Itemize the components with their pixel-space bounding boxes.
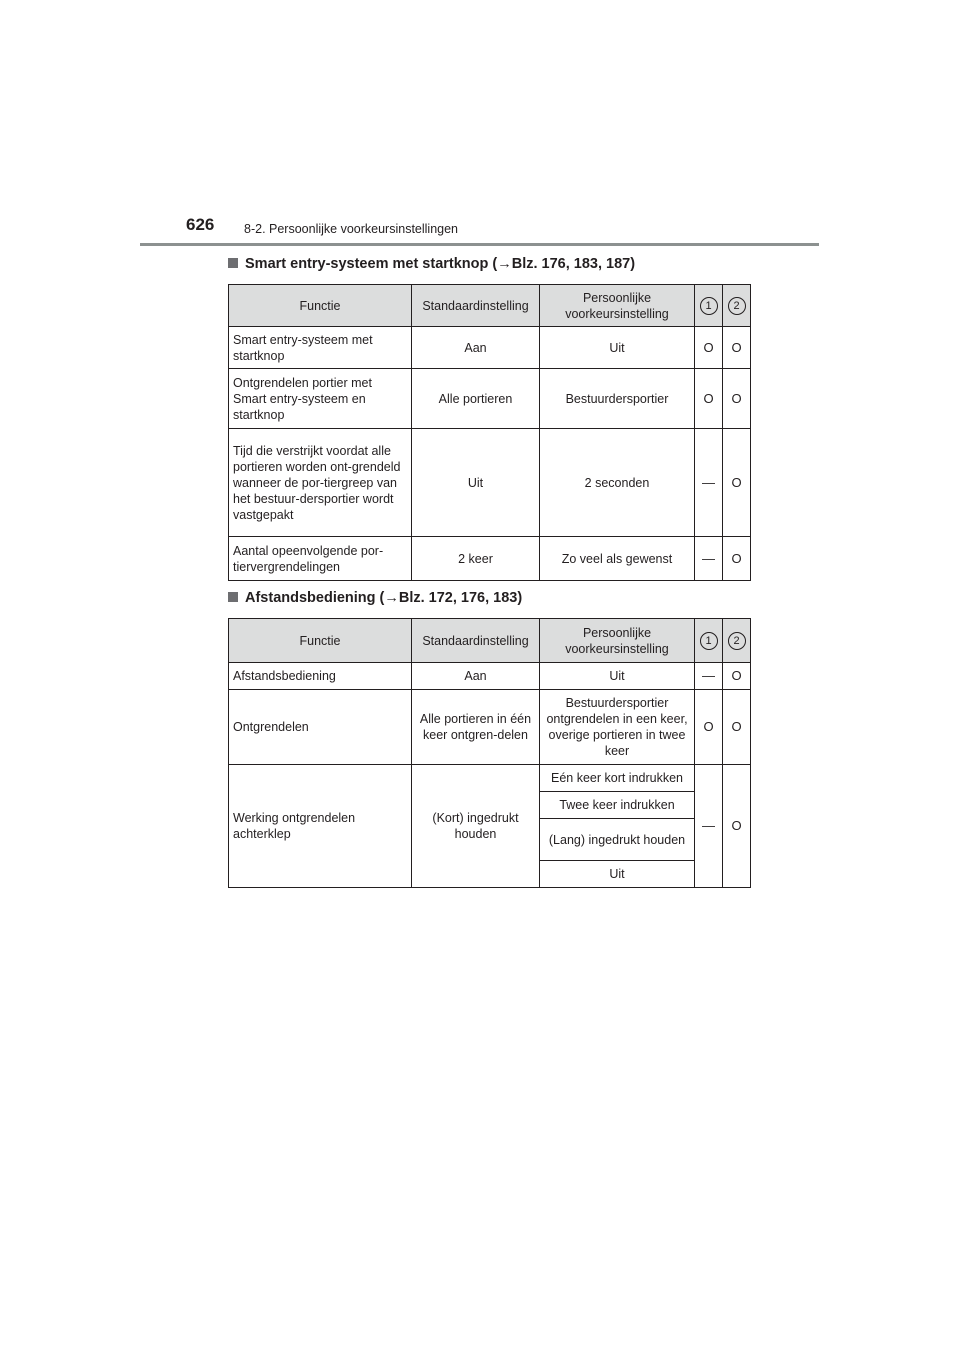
cell-col-1: O [695,690,723,765]
cell-option: Uit [540,861,695,888]
circled-one-icon: 1 [700,297,718,315]
table-header-row [229,619,751,663]
header-col-1 [695,619,723,663]
section-heading-afstandsbediening [228,590,522,606]
smart-entry-table [228,284,751,581]
circled-one-icon: 1 [700,632,718,650]
header-functie: Functie [229,619,412,663]
cell-persoonlijk: 2 seconden [540,429,695,537]
circled-two-icon: 2 [728,297,746,315]
table-row [229,537,751,581]
table-row [229,663,751,690]
header-persoonlijke-voorkeursinstelling: Persoonlijke voorkeursinstelling [540,285,695,327]
chapter-title: 8-2. Persoonlijke voorkeursinstellingen [244,222,459,236]
cell-col-2: O [723,765,751,888]
cell-functie: Tijd die verstrijkt voordat alle portieren worden ont-grendeld wanneer de por-tiergreep van het bestuur-dersportier wordt vastgepakt [229,429,412,537]
cell-option: Twee keer indrukken [540,792,695,819]
cell-functie: Smart entry-systeem met startknop [229,327,412,369]
section-heading-smart-entry [228,256,635,272]
header-persoonlijke-voorkeursinstelling: Persoonlijke voorkeursinstelling [540,619,695,663]
cell-persoonlijk: Uit [540,327,695,369]
header-functie: Functie [229,285,412,327]
header-col-2 [723,285,751,327]
section-heading-text: Smart entry-systeem met startknop (→Blz. 176, 183, 187) [245,256,636,272]
cell-standaard: (Kort) ingedrukt houden [412,765,540,888]
table-row [229,327,751,369]
cell-col-2: O [723,369,751,429]
cell-standaard: Alle portieren in één keer ontgren-delen [412,690,540,765]
table-row [229,765,751,792]
table-header-row [229,285,751,327]
square-bullet-icon [228,258,238,268]
page-number: 626 [186,215,215,234]
header-col-1 [695,285,723,327]
cell-persoonlijk: Uit [540,663,695,690]
table-row [229,690,751,765]
cell-col-1: — [695,765,723,888]
cell-persoonlijk: Bestuurdersportier [540,369,695,429]
cell-standaard: Aan [412,327,540,369]
cell-functie: Ontgrendelen [229,690,412,765]
cell-standaard: 2 keer [412,537,540,581]
cell-standaard: Alle portieren [412,369,540,429]
cell-functie: Aantal opeenvolgende por-tiervergrendelingen [229,537,412,581]
cell-col-1: — [695,663,723,690]
cell-persoonlijk: Zo veel als gewenst [540,537,695,581]
cell-functie: Werking ontgrendelen achterklep [229,765,412,888]
header-rule [140,243,819,246]
cell-standaard: Aan [412,663,540,690]
cell-col-1: O [695,327,723,369]
cell-col-2: O [723,537,751,581]
cell-col-1: — [695,537,723,581]
header-col-2 [723,619,751,663]
square-bullet-icon [228,592,238,602]
table-row [229,429,751,537]
table-row [229,369,751,429]
cell-standaard: Uit [412,429,540,537]
cell-functie: Afstandsbediening [229,663,412,690]
section-heading-text: Afstandsbediening (→Blz. 172, 176, 183) [245,590,523,606]
cell-col-2: O [723,663,751,690]
circled-two-icon: 2 [728,632,746,650]
cell-col-2: O [723,690,751,765]
cell-persoonlijk: Bestuurdersportier ontgrendelen in een keer, overige portieren in twee keer [540,690,695,765]
header-standaardinstelling: Standaardinstelling [412,285,540,327]
afstandsbediening-table [228,618,751,888]
cell-col-1: — [695,429,723,537]
cell-functie: Ontgrendelen portier met Smart entry-systeem en startknop [229,369,412,429]
header-standaardinstelling: Standaardinstelling [412,619,540,663]
cell-option: (Lang) ingedrukt houden [540,819,695,861]
cell-option: Eén keer kort indrukken [540,765,695,792]
cell-col-1: O [695,369,723,429]
cell-col-2: O [723,327,751,369]
cell-col-2: O [723,429,751,537]
